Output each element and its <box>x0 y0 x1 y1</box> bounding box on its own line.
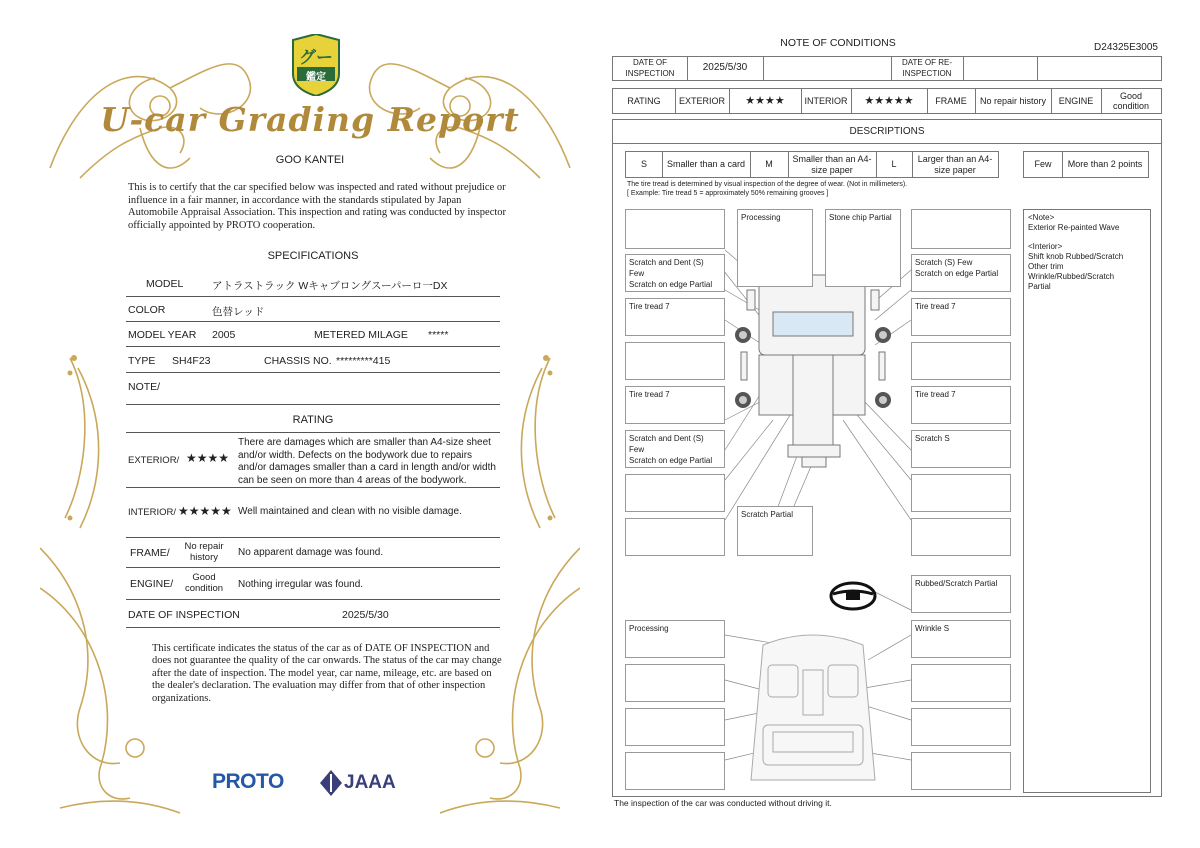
damage-box <box>911 474 1011 512</box>
damage-box-right-rear: Scratch S <box>911 430 1011 468</box>
gold-ornament-frame <box>40 28 580 828</box>
date-of-inspection-value: 2025/5/30 <box>342 609 389 621</box>
descriptions-panel <box>612 119 1162 797</box>
rating-row-engine <box>126 568 500 600</box>
left-rear-line-1: Scratch and Dent (S) Few <box>629 434 704 454</box>
spec-row-model <box>126 271 500 297</box>
notes-line-4: Shift knob Rubbed/Scratch <box>1028 252 1124 261</box>
reinspection-label: DATE OF RE-INSPECTION <box>901 58 953 78</box>
damage-box <box>911 209 1011 249</box>
sheet-footer: The inspection of the car was conducted without driving it. <box>614 798 832 808</box>
note-label: NOTE/ <box>128 381 161 393</box>
notes-line-1: <Note> <box>1028 213 1055 222</box>
model-year-label: MODEL YEAR <box>128 329 197 341</box>
rating-row-frame <box>126 538 500 568</box>
damage-box-interior-processing: Processing <box>625 620 725 658</box>
sheet-frame-label: FRAME <box>935 95 967 106</box>
damage-box-left-rear <box>625 430 725 468</box>
steering-wheel-icon <box>831 583 875 609</box>
certificate-intro: This is to certify that the car specified below was inspected and rated without prejudice or influence in a fair manner, in accordance with the standards stipulated by Japan Automobile Appraisal Association. This inspection and rating was conducted by inspector officially appointed by PROTO cooperation. <box>128 182 507 231</box>
interior-stars: ★★★★★ <box>178 504 232 518</box>
damage-box <box>625 752 725 790</box>
frame-value: No repair history <box>184 541 224 563</box>
logos <box>212 768 432 798</box>
sheet-exterior-label: EXTERIOR <box>678 95 725 106</box>
damage-box <box>911 664 1011 702</box>
mileage-value: ***** <box>428 329 449 341</box>
jaaa-emblem-icon <box>320 770 342 796</box>
rating-row-exterior <box>126 432 500 488</box>
chassis-value: *********415 <box>336 355 391 367</box>
damage-box <box>625 474 725 512</box>
model-year-value: 2005 <box>212 329 236 341</box>
rating-row-date <box>126 600 500 628</box>
damage-box-wrinkle: Wrinkle S <box>911 620 1011 658</box>
left-front-line-1: Scratch and Dent (S) Few <box>629 258 704 278</box>
damage-box <box>625 518 725 556</box>
spec-row-note <box>126 373 500 405</box>
notes-line-6: Wrinkle/Rubbed/Scratch <box>1028 272 1115 281</box>
sheet-rating-row <box>612 88 1162 114</box>
damage-box-stone-chip: Stone chip Partial <box>825 209 901 287</box>
left-rear-line-2: Scratch on edge Partial <box>629 456 713 465</box>
notes-line-2: Exterior Re-painted Wave <box>1028 223 1120 232</box>
date-of-inspection-label: DATE OF INSPECTION <box>128 609 240 621</box>
rating-label: RATING <box>627 95 661 106</box>
proto-logo: PROTO <box>212 770 284 793</box>
notes-line-5: Other trim <box>1028 262 1064 271</box>
model-value: アトラストラック Wキャブロングスーパーロ一DX <box>212 280 448 292</box>
goo-kantei-badge <box>287 34 345 96</box>
grading-certificate <box>40 28 580 828</box>
badge-top-text: グー <box>299 48 333 67</box>
certificate-title: U-car Grading Report <box>100 100 520 139</box>
notes-box <box>1023 209 1151 793</box>
sheet-exterior-stars: ★★★★ <box>745 94 785 107</box>
notes-line-3: <Interior> <box>1028 242 1063 251</box>
jaaa-logo: JAAA <box>344 772 396 793</box>
sheet-engine-label: ENGINE <box>1058 95 1094 106</box>
sheet-engine-value: Good condition <box>1112 90 1150 111</box>
notes-line-7: Partial <box>1028 282 1051 291</box>
document-id: D24325E3005 <box>1094 42 1158 53</box>
right-front-line-2: Scratch on edge Partial <box>915 269 999 278</box>
descriptions-heading: DESCRIPTIONS <box>613 120 1161 144</box>
tire-note-1: The tire tread is determined by visual inspection of the degree of wear. (Not in millimeters). <box>627 181 908 188</box>
legend-s-desc: Smaller than a card <box>666 159 746 170</box>
date-inspection-value: 2025/5/30 <box>702 62 748 74</box>
specifications-heading: SPECIFICATIONS <box>267 250 359 262</box>
legend-few-desc: More than 2 points <box>1067 159 1143 170</box>
damage-box <box>911 518 1011 556</box>
inspection-date-row <box>612 56 1162 81</box>
exterior-description: There are damages which are smaller than A4-size sheet and/or width. Defects on the bodywork due to repairs and/or damages smaller than a card in length and/or width can be seen on more than 4 areas of the bodywork. <box>238 437 496 486</box>
damage-box <box>625 342 725 380</box>
sheet-interior-label: INTERIOR <box>804 95 848 106</box>
note-of-conditions-sheet <box>610 30 1166 820</box>
spec-row-color <box>126 297 500 322</box>
rating-heading: RATING <box>292 414 334 426</box>
engine-label: ENGINE/ <box>130 578 174 590</box>
frame-description: No apparent damage was found. <box>238 547 384 558</box>
damage-box-tire-lf: Tire tread 7 <box>625 298 725 336</box>
legend-s: S <box>640 159 647 170</box>
damage-box <box>911 708 1011 746</box>
frame-label: FRAME/ <box>130 547 170 559</box>
damage-box-rear-bottom: Scratch Partial <box>737 506 813 556</box>
sheet-frame-value: No repair history <box>979 95 1047 106</box>
sheet-interior-stars: ★★★★★ <box>864 94 914 107</box>
chassis-label: CHASSIS NO. <box>264 355 332 367</box>
date-inspection-label: DATE OF INSPECTION <box>625 58 675 78</box>
rating-row-interior <box>126 488 500 538</box>
damage-box <box>625 708 725 746</box>
legend-m-desc: Smaller than an A4-size paper <box>792 154 872 175</box>
exterior-stars: ★★★★ <box>186 451 230 465</box>
damage-box-processing: Processing <box>737 209 813 287</box>
exterior-label: EXTERIOR/ <box>128 455 180 466</box>
engine-description: Nothing irregular was found. <box>238 579 364 590</box>
color-label: COLOR <box>128 304 166 316</box>
damage-box <box>911 752 1011 790</box>
interior-description: Well maintained and clean with no visible damage. <box>238 506 462 517</box>
sheet-title: NOTE OF CONDITIONS <box>780 37 896 49</box>
type-label: TYPE <box>128 355 156 367</box>
damage-box <box>625 664 725 702</box>
badge-bottom-text: 鑑定 <box>306 72 326 83</box>
damage-box-left-front <box>625 254 725 292</box>
damage-box <box>625 209 725 249</box>
damage-box <box>911 342 1011 380</box>
left-front-line-2: Scratch on edge Partial <box>629 280 713 289</box>
engine-value: Good condition <box>184 572 224 594</box>
mileage-label: METERED MILAGE <box>314 329 408 341</box>
damage-box-tire-rf: Tire tread 7 <box>911 298 1011 336</box>
legend-l-desc: Larger than an A4-size paper <box>917 154 993 175</box>
color-value: 色替レッド <box>212 306 265 318</box>
damage-box-right-front <box>911 254 1011 292</box>
right-front-line-1: Scratch (S) Few <box>915 258 973 267</box>
tire-note-2: [ Example: Tire tread 5 = approximately 50% remaining grooves ] <box>627 190 829 197</box>
certificate-subtitle: GOO KANTEI <box>275 154 345 166</box>
damage-box-steering: Rubbed/Scratch Partial <box>911 575 1011 613</box>
spec-row-type <box>126 347 500 373</box>
certificate-footer: This certificate indicates the status of the car as of DATE OF INSPECTION and does not guarantee the quality of the car onwards. The status of the car may change after the date of inspection. The model year, car name, mileage, etc. are based on the dealer's declaration. The evaluation may differ from that of other inspection organizations. <box>152 643 502 704</box>
legend-m: M <box>765 159 773 170</box>
legend-few: Few <box>1034 159 1052 170</box>
damage-box-tire-lr: Tire tread 7 <box>625 386 725 424</box>
legend-l: L <box>891 159 897 170</box>
spec-row-year <box>126 322 500 347</box>
damage-box-tire-rr: Tire tread 7 <box>911 386 1011 424</box>
few-legend <box>1023 151 1149 178</box>
type-value: SH4F23 <box>172 355 211 367</box>
interior-label: INTERIOR/ <box>128 507 177 518</box>
model-label: MODEL <box>146 278 184 290</box>
